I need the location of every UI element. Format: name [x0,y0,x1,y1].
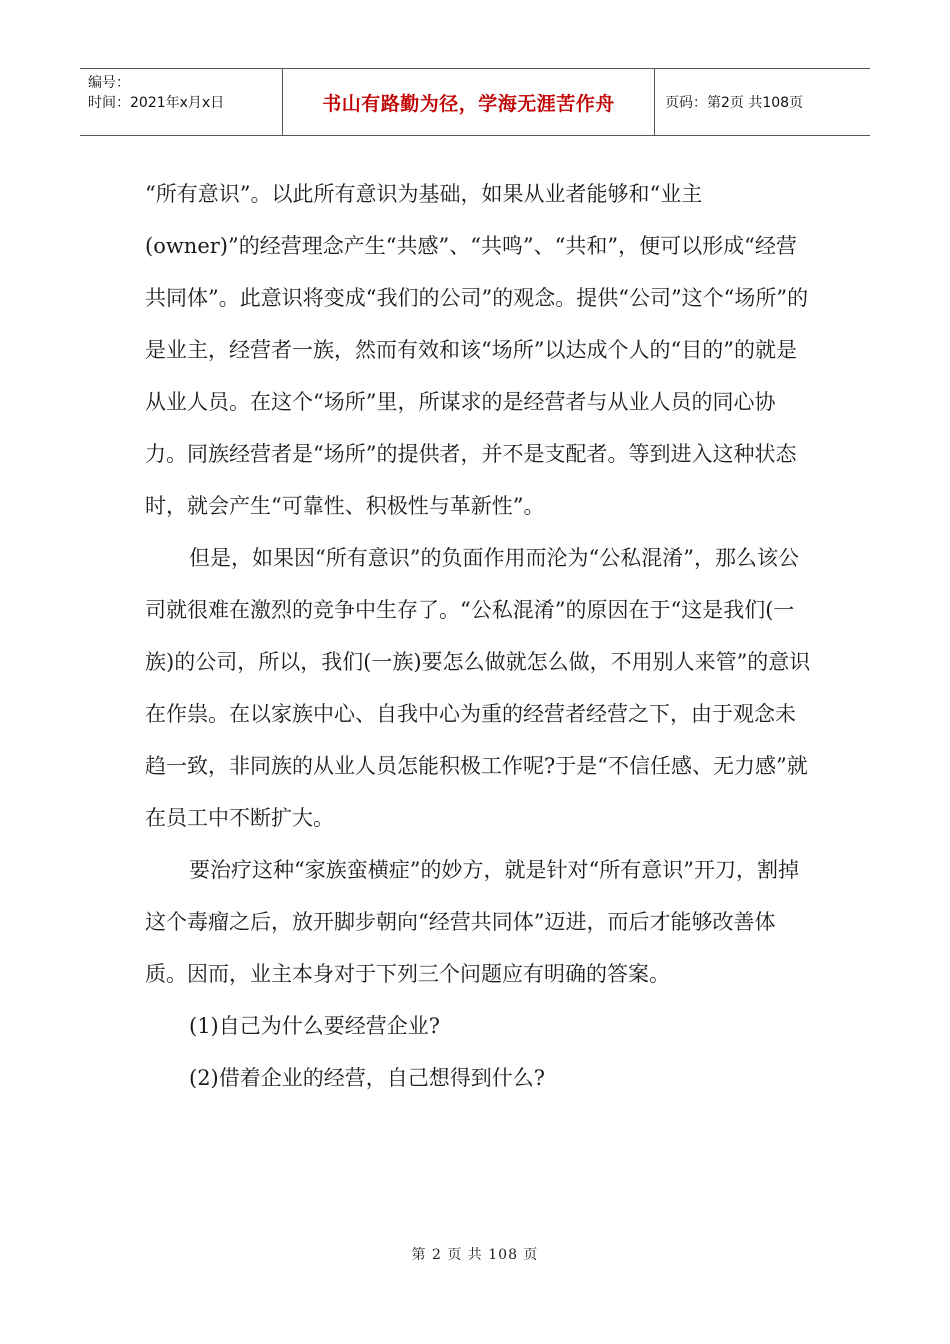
header-motto: 书山有路勤为径，学海无涯苦作舟 [283,69,655,135]
page-footer: 第 2 页 共 108 页 [411,1247,539,1263]
document-body [145,168,813,1104]
paragraph: 但是，如果因“所有意识”的负面作用而沦为“公私混淆”，那么该公司就很难在激烈的竞争中生存了。“公私混淆”的原因在于“这是我们(一族)的公司，所以，我们(一族)要怎么做就怎么做，不用别人来管”的意识在作祟。在以家族中心、自我中心为重的经营者经营之下，由于观念未趋一致，非同族的从业人员怎能积极工作呢?于是“不信任感、无力感”就在员工中不断扩大。 [145,546,811,830]
page-header [80,68,870,136]
document-number-label: 编号： [88,75,130,91]
list-item: (2)借着企业的经营，自己想得到什么? [189,1066,546,1090]
paragraph: 要治疗这种“家族蛮横症”的妙方，就是针对“所有意识”开刀，割掉这个毒瘤之后，放开脚步朝向“经营共同体”迈进，而后才能够改善体质。因而，业主本身对于下列三个问题应有明确的答案。 [145,858,799,986]
header-meta [80,69,283,135]
paragraph: “所有意识”。以此所有意识为基础，如果从业者能够和“业主(owner)”的经营理念产生“共感”、“共鸣”、“共和”，便可以形成“经营共同体”。此意识将变成“我们的公司”的观念。提供“公司”这个“场所”的是业主，经营者一族，然而有效和该“场所”以达成个人的“目的”的就是从业人员。在这个“场所”里，所谋求的是经营者与从业人员的同心协力。同族经营者是“场所”的提供者，并不是支配者。等到进入这种状态时，就会产生“可靠性、积极性与革新性”。 [145,182,809,518]
list-item: (1)自己为什么要经营企业? [189,1014,441,1038]
header-page-info: 页码：第2页 共108页 [665,95,804,111]
document-date: 时间：2021年x月x日 [88,95,225,111]
